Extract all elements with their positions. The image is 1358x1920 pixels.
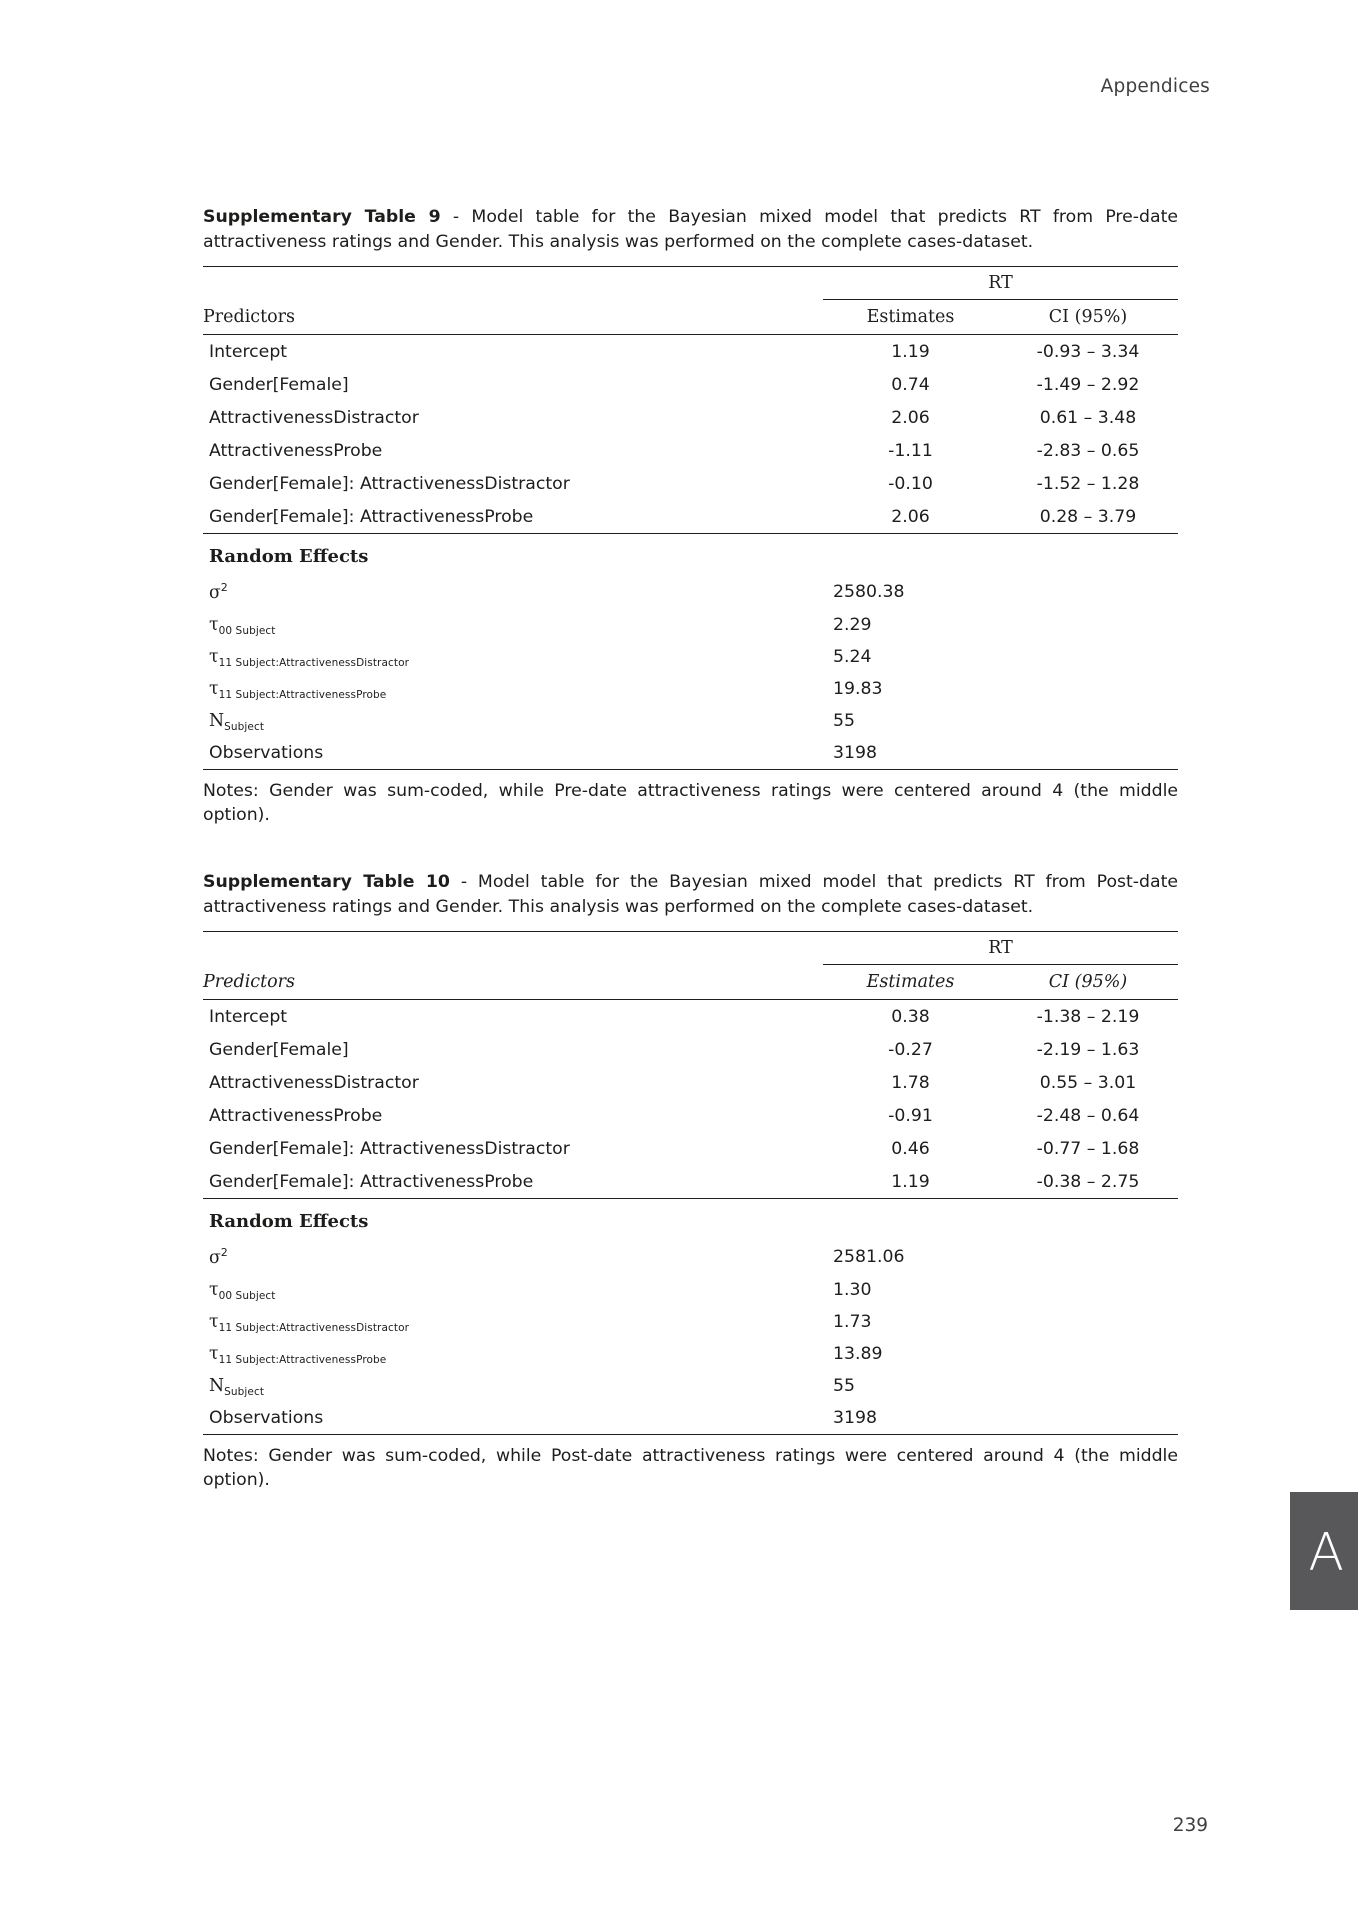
table-row xyxy=(203,434,1178,467)
observations-value: 3198 xyxy=(823,737,1178,770)
table-9-col-predictors: Predictors xyxy=(203,306,296,327)
random-effect-value: 2581.06 xyxy=(833,1246,905,1267)
tau-subscript: 00 Subject xyxy=(218,624,276,637)
estimate-value: 2.06 xyxy=(891,506,930,527)
appendix-tab-letter: A xyxy=(1308,1523,1344,1583)
table-row xyxy=(203,641,1178,673)
estimate-value: 0.38 xyxy=(823,1000,998,1034)
spacer-cell xyxy=(203,932,823,965)
sigma-symbol: σ xyxy=(209,582,221,603)
random-effect-value: 13.89 xyxy=(833,1343,883,1364)
table-row xyxy=(203,1033,1178,1066)
page-content xyxy=(203,205,1178,1493)
ci-value: -1.49 – 2.92 xyxy=(1036,374,1140,395)
tau-symbol: τ xyxy=(209,614,219,635)
table-row xyxy=(203,575,1178,609)
table-10-group-header: RT xyxy=(823,932,1178,965)
estimate-value: -0.10 xyxy=(888,473,933,494)
section-label: Random Effects xyxy=(203,1199,1178,1241)
predictor-label: AttractivenessProbe xyxy=(209,440,383,461)
estimate-value: 1.78 xyxy=(891,1072,930,1093)
section-label: Random Effects xyxy=(203,534,1178,576)
table-row xyxy=(203,267,1178,300)
random-effect-value: 2.29 xyxy=(833,614,872,635)
tau-subscript: 11 Subject:AttractivenessProbe xyxy=(218,688,387,701)
running-head: Appendices xyxy=(1100,76,1210,97)
table-row xyxy=(203,467,1178,500)
tau-subscript: 11 Subject:AttractivenessDistractor xyxy=(218,656,410,669)
table-10-caption xyxy=(203,870,1178,919)
table-9-notes: Notes: Gender was sum-coded, while Pre-date attractiveness ratings were centered around 4 (the middle option). xyxy=(203,780,1178,826)
table-row xyxy=(203,609,1178,641)
table-row xyxy=(203,932,1178,965)
estimate-value: 0.74 xyxy=(891,374,930,395)
observations-label: Observations xyxy=(203,737,823,770)
estimate-value: -0.27 xyxy=(888,1039,933,1060)
predictor-label: Gender[Female]: AttractivenessDistractor xyxy=(209,473,570,494)
n-subscript: Subject xyxy=(224,1385,265,1398)
tau-symbol: τ xyxy=(209,1279,219,1300)
table-9-col-ci: CI (95%) xyxy=(1048,307,1128,328)
estimate-value: 2.06 xyxy=(891,407,930,428)
page-number: 239 xyxy=(1172,1815,1208,1836)
table-9-header-row xyxy=(203,300,1178,335)
table-row xyxy=(203,401,1178,434)
random-effect-value: 1.30 xyxy=(833,1279,872,1300)
random-effect-value: 55 xyxy=(833,1375,855,1396)
table-9-random-effects-header xyxy=(203,534,1178,576)
table-row xyxy=(203,705,1178,737)
table-9-group-header: RT xyxy=(823,267,1178,300)
estimate-value: 1.19 xyxy=(823,335,998,369)
table-row xyxy=(203,1099,1178,1132)
random-effect-symbol xyxy=(203,1306,823,1338)
table-10-caption-label: Supplementary Table 10 xyxy=(203,871,450,892)
random-effect-symbol xyxy=(203,641,823,673)
tau-subscript: 11 Subject:AttractivenessDistractor xyxy=(218,1321,410,1334)
tau-symbol: τ xyxy=(209,1343,219,1364)
table-10-random-effects-header xyxy=(203,1199,1178,1241)
table-row xyxy=(203,1000,1178,1034)
tau-symbol: τ xyxy=(209,646,219,667)
random-effect-symbol xyxy=(203,705,823,737)
random-effect-symbol xyxy=(203,1370,823,1402)
estimate-value: 0.46 xyxy=(891,1138,930,1159)
table-10-caption-text: - Model table for the Bayesian mixed model that predicts RT from Post-date attractiveness ratings and Gender. This analysis was performed on the complete cases-dataset. xyxy=(203,871,1178,917)
ci-value: -0.38 – 2.75 xyxy=(1036,1171,1140,1192)
table-row xyxy=(203,1402,1178,1435)
table-row xyxy=(203,1338,1178,1370)
sigma-exponent: 2 xyxy=(220,581,228,595)
predictor-label: Gender[Female] xyxy=(209,1039,349,1060)
tau-symbol: τ xyxy=(209,1311,219,1332)
table-10-col-predictors: Predictors xyxy=(203,971,296,992)
table-9-caption-text: - Model table for the Bayesian mixed model that predicts RT from Pre-date attractiveness ratings and Gender. This analysis was performed on the complete cases-dataset. xyxy=(203,207,1178,252)
random-effect-value: 55 xyxy=(833,710,855,731)
n-symbol: N xyxy=(209,710,225,731)
random-effect-value: 5.24 xyxy=(833,646,872,667)
table-10-col-estimates: Estimates xyxy=(866,972,955,993)
random-effect-symbol xyxy=(203,1240,823,1274)
ci-value: -2.48 – 0.64 xyxy=(1036,1105,1140,1126)
table-9-caption xyxy=(203,205,1178,254)
random-effect-value: 2580.38 xyxy=(833,581,905,602)
sigma-symbol: σ xyxy=(209,1247,221,1268)
n-subscript: Subject xyxy=(224,720,265,733)
random-effect-symbol xyxy=(203,1338,823,1370)
table-10 xyxy=(203,931,1178,1435)
table-row xyxy=(203,368,1178,401)
ci-value: -0.77 – 1.68 xyxy=(1036,1138,1140,1159)
ci-value: 0.61 – 3.48 xyxy=(1039,407,1137,428)
estimate-value: -0.91 xyxy=(888,1105,933,1126)
random-effect-symbol xyxy=(203,575,823,609)
n-symbol: N xyxy=(209,1375,225,1396)
table-9-caption-label: Supplementary Table 9 xyxy=(203,207,441,227)
table-9-col-estimates: Estimates xyxy=(866,307,955,328)
section-gap xyxy=(203,828,1178,870)
tau-subscript: 00 Subject xyxy=(218,1289,276,1302)
estimate-value: 1.19 xyxy=(891,1171,930,1192)
observations-value: 3198 xyxy=(823,1402,1178,1435)
ci-value: 0.28 – 3.79 xyxy=(1039,506,1137,527)
table-row xyxy=(203,673,1178,705)
ci-value: -2.83 – 0.65 xyxy=(1036,440,1140,461)
predictor-label: Gender[Female]: AttractivenessDistractor xyxy=(209,1138,570,1159)
estimate-value: -1.11 xyxy=(888,440,933,461)
predictor-label: Gender[Female]: AttractivenessProbe xyxy=(209,1171,534,1192)
table-row xyxy=(203,1240,1178,1274)
random-effect-symbol xyxy=(203,1274,823,1306)
table-row xyxy=(203,500,1178,534)
tau-subscript: 11 Subject:AttractivenessProbe xyxy=(218,1353,387,1366)
predictor-label: AttractivenessProbe xyxy=(209,1105,383,1126)
predictor-label: Gender[Female] xyxy=(209,374,349,395)
predictor-label: Gender[Female]: AttractivenessProbe xyxy=(209,506,534,527)
tau-symbol: τ xyxy=(209,678,219,699)
predictor-label: AttractivenessDistractor xyxy=(209,407,419,428)
random-effect-value: 19.83 xyxy=(833,678,883,699)
sigma-exponent: 2 xyxy=(220,1246,228,1260)
observations-label: Observations xyxy=(203,1402,823,1435)
spacer-cell xyxy=(203,267,823,300)
predictor-label: Intercept xyxy=(203,1000,823,1034)
table-row xyxy=(203,1165,1178,1199)
table-10-header-row xyxy=(203,965,1178,1000)
random-effect-symbol xyxy=(203,673,823,705)
random-effect-symbol xyxy=(203,609,823,641)
table-row xyxy=(203,1066,1178,1099)
table-row xyxy=(203,1274,1178,1306)
predictor-label: AttractivenessDistractor xyxy=(209,1072,419,1093)
table-9 xyxy=(203,266,1178,770)
ci-value: -2.19 – 1.63 xyxy=(1036,1039,1140,1060)
random-effect-value: 1.73 xyxy=(833,1311,872,1332)
table-row xyxy=(203,1132,1178,1165)
table-10-notes: Notes: Gender was sum-coded, while Post-date attractiveness ratings were centered around 4 (the middle option). xyxy=(203,1445,1178,1491)
table-row xyxy=(203,1306,1178,1338)
ci-value: -1.38 – 2.19 xyxy=(998,1000,1178,1034)
ci-value: -1.52 – 1.28 xyxy=(1036,473,1140,494)
predictor-label: Intercept xyxy=(203,335,823,369)
table-row xyxy=(203,1370,1178,1402)
table-row xyxy=(203,737,1178,770)
table-row xyxy=(203,335,1178,369)
table-10-col-ci: CI (95%) xyxy=(1048,972,1128,993)
ci-value: -0.93 – 3.34 xyxy=(998,335,1178,369)
ci-value: 0.55 – 3.01 xyxy=(1039,1072,1137,1093)
